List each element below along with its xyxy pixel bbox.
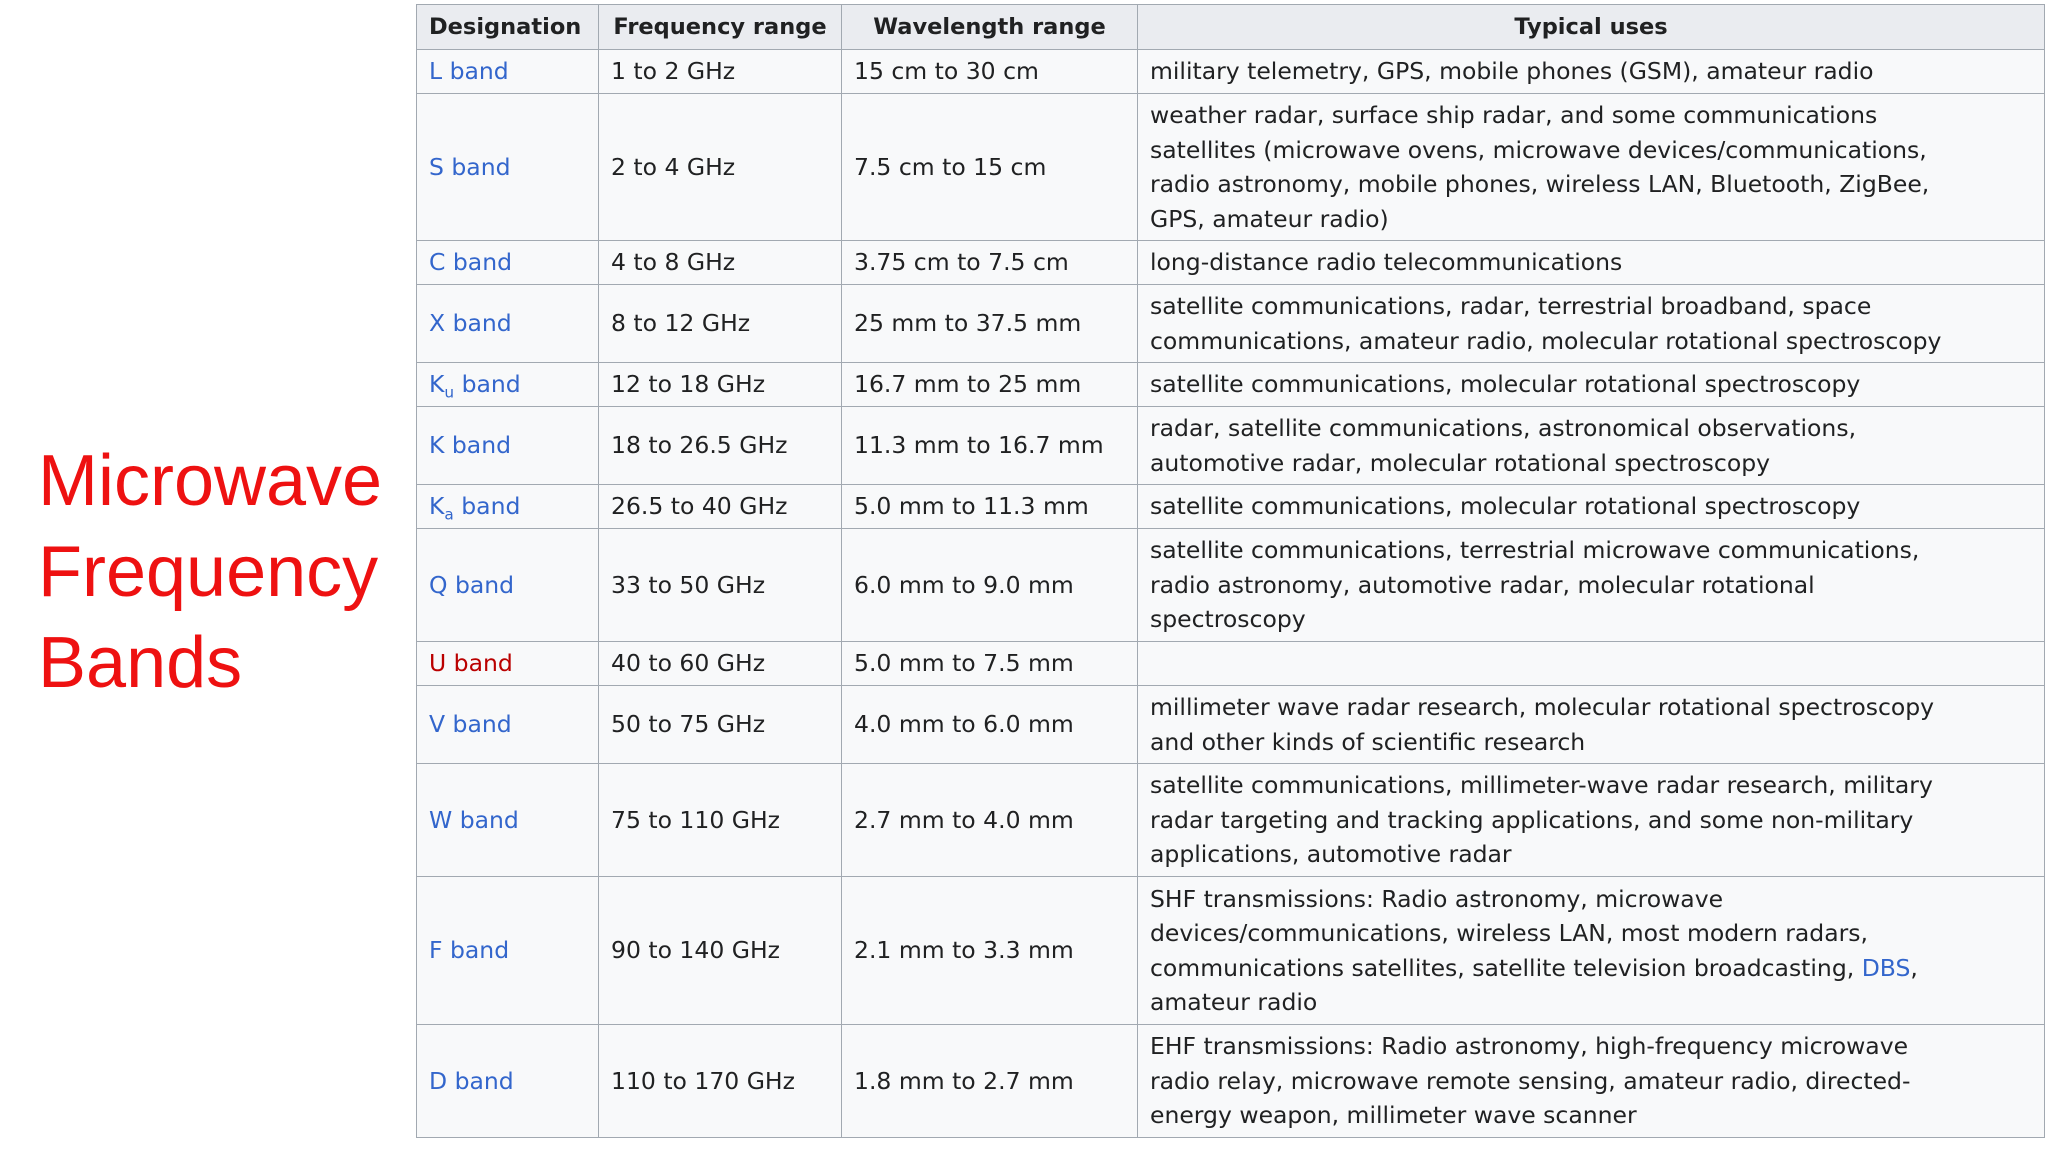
wavelength-cell: 5.0 mm to 11.3 mm <box>842 485 1138 529</box>
slide-title-line: Frequency <box>38 532 379 612</box>
column-header-typical-uses[interactable]: Typical uses <box>1138 5 2045 50</box>
band-link[interactable] <box>429 710 512 738</box>
uses-line: EHF transmissions: Radio astronomy, high-frequency microwave <box>1150 1032 1909 1061</box>
band-link[interactable] <box>429 431 511 459</box>
column-header-designation[interactable]: Designation <box>417 5 599 50</box>
band-suffix: band <box>453 492 521 521</box>
uses-line: radar, satellite communications, astronomical observations, <box>1150 414 1857 442</box>
typical-uses-cell <box>1138 686 2045 764</box>
band-subscript: u <box>444 383 455 402</box>
band-name: W band <box>429 805 519 834</box>
frequency-cell: 40 to 60 GHz <box>599 642 842 686</box>
frequency-cell: 33 to 50 GHz <box>599 529 842 642</box>
frequency-cell: 8 to 12 GHz <box>599 285 842 363</box>
table-row <box>417 686 2045 764</box>
designation-cell <box>417 642 599 686</box>
frequency-cell: 2 to 4 GHz <box>599 94 842 241</box>
band-link[interactable] <box>429 1067 514 1095</box>
band-link[interactable] <box>429 571 514 599</box>
uses-line: and other kinds of scientific research <box>1150 727 1586 756</box>
typical-uses-cell <box>1138 94 2045 241</box>
frequency-cell: 75 to 110 GHz <box>599 764 842 877</box>
uses-line: satellite communications, radar, terrestrial broadband, space <box>1150 292 1872 320</box>
band-name: S band <box>429 152 511 181</box>
designation-cell <box>417 1025 599 1138</box>
table-row <box>417 529 2045 642</box>
band-name: K <box>429 492 445 521</box>
wavelength-cell: 15 cm to 30 cm <box>842 50 1138 94</box>
band-link[interactable] <box>429 806 519 834</box>
wavelength-cell: 4.0 mm to 6.0 mm <box>842 686 1138 764</box>
designation-cell <box>417 407 599 485</box>
designation-cell <box>417 50 599 94</box>
uses-line: radio relay, microwave remote sensing, amateur radio, directed- <box>1150 1066 1911 1095</box>
frequency-cell: 90 to 140 GHz <box>599 877 842 1025</box>
designation-cell <box>417 485 599 529</box>
wavelength-cell: 11.3 mm to 16.7 mm <box>842 407 1138 485</box>
wavelength-cell: 16.7 mm to 25 mm <box>842 363 1138 407</box>
band-link[interactable] <box>429 153 511 181</box>
uses-line: satellites (microwave ovens, microwave devices/communications, <box>1150 135 1927 164</box>
table-row <box>417 407 2045 485</box>
uses-line: GPS, amateur radio) <box>1150 204 1389 233</box>
uses-punctuation: , <box>1910 953 1918 982</box>
designation-cell <box>417 94 599 241</box>
designation-cell <box>417 686 599 764</box>
typical-uses-cell <box>1138 285 2045 363</box>
designation-cell <box>417 363 599 407</box>
band-name: F band <box>429 936 510 965</box>
band-name: V band <box>429 710 512 739</box>
frequency-cell: 12 to 18 GHz <box>599 363 842 407</box>
typical-uses-cell <box>1138 363 2045 407</box>
table-row <box>417 642 2045 686</box>
band-link[interactable] <box>429 649 513 677</box>
typical-uses-cell <box>1138 529 2045 642</box>
frequency-cell: 4 to 8 GHz <box>599 241 842 285</box>
designation-cell <box>417 764 599 877</box>
designation-cell <box>417 285 599 363</box>
table-row <box>417 877 2045 1025</box>
uses-line: devices/communications, wireless LAN, most modern radars, <box>1150 919 1869 947</box>
frequency-cell: 1 to 2 GHz <box>599 50 842 94</box>
dbs-link[interactable]: DBS <box>1861 953 1911 982</box>
wavelength-cell: 2.1 mm to 3.3 mm <box>842 877 1138 1025</box>
uses-line: amateur radio <box>1150 988 1318 1016</box>
slide-title-line: Microwave <box>38 441 383 521</box>
typical-uses-cell <box>1138 642 2045 686</box>
designation-cell <box>417 877 599 1025</box>
table-row <box>417 1025 2045 1138</box>
uses-line: SHF transmissions: Radio astronomy, microwave <box>1150 884 1724 913</box>
wavelength-cell: 2.7 mm to 4.0 mm <box>842 764 1138 877</box>
uses-line: radio astronomy, mobile phones, wireless LAN, Bluetooth, ZigBee, <box>1150 170 1930 198</box>
frequency-cell: 18 to 26.5 GHz <box>599 407 842 485</box>
table-body <box>417 50 2045 1138</box>
band-name: D band <box>429 1066 514 1095</box>
band-link[interactable] <box>429 57 509 85</box>
band-name: C band <box>429 248 513 277</box>
uses-line: communications satellites, satellite television broadcasting, <box>1150 953 1862 982</box>
wavelength-cell: 5.0 mm to 7.5 mm <box>842 642 1138 686</box>
uses-line: satellite communications, millimeter-wave radar research, military <box>1150 771 1933 800</box>
uses-line: weather radar, surface ship radar, and some communications <box>1150 101 1878 129</box>
table-row <box>417 485 2045 529</box>
uses-line: satellite communications, molecular rotational spectroscopy <box>1150 492 1861 521</box>
band-suffix: band <box>454 370 521 399</box>
band-name: K <box>429 370 445 399</box>
column-header-frequency[interactable]: Frequency range <box>599 5 842 50</box>
band-link[interactable] <box>429 936 509 964</box>
typical-uses-cell <box>1138 485 2045 529</box>
typical-uses-cell <box>1138 407 2045 485</box>
wavelength-cell: 1.8 mm to 2.7 mm <box>842 1025 1138 1138</box>
typical-uses-cell <box>1138 1025 2045 1138</box>
frequency-cell: 110 to 170 GHz <box>599 1025 842 1138</box>
table-row <box>417 285 2045 363</box>
band-name: X band <box>429 309 512 338</box>
typical-uses-cell <box>1138 50 2045 94</box>
table-row <box>417 50 2045 94</box>
uses-line: radar targeting and tracking applications, and some non-military <box>1150 805 1914 834</box>
uses-line: long-distance radio telecommunications <box>1150 248 1623 277</box>
uses-line: satellite communications, molecular rotational spectroscopy <box>1150 370 1861 399</box>
wavelength-cell: 6.0 mm to 9.0 mm <box>842 529 1138 642</box>
band-link[interactable] <box>429 248 512 276</box>
wavelength-cell: 3.75 cm to 7.5 cm <box>842 241 1138 285</box>
band-name: Q band <box>429 570 515 599</box>
table-row <box>417 764 2045 877</box>
uses-line: applications, automotive radar <box>1150 840 1512 869</box>
uses-line: satellite communications, terrestrial microwave communications, <box>1150 536 1920 565</box>
table-row <box>417 363 2045 407</box>
uses-line: communications, amateur radio, molecular rotational spectroscopy <box>1150 326 1942 355</box>
band-name: U band <box>429 649 513 678</box>
wavelength-cell: 7.5 cm to 15 cm <box>842 94 1138 241</box>
table-header-row <box>417 5 2045 50</box>
table-row <box>417 94 2045 241</box>
band-link[interactable] <box>429 370 521 402</box>
designation-cell <box>417 241 599 285</box>
designation-cell <box>417 529 599 642</box>
band-name: L band <box>429 57 509 86</box>
band-name: K band <box>429 431 512 460</box>
uses-line: energy weapon, millimeter wave scanner <box>1150 1101 1637 1130</box>
band-subscript: a <box>444 505 454 524</box>
band-link[interactable] <box>429 309 512 337</box>
typical-uses-cell <box>1138 241 2045 285</box>
uses-line: military telemetry, GPS, mobile phones (GSM), amateur radio <box>1150 57 1874 86</box>
slide-title <box>38 436 398 709</box>
typical-uses-cell <box>1138 764 2045 877</box>
frequency-bands-table <box>416 4 2045 1138</box>
uses-line: radio astronomy, automotive radar, molecular rotational <box>1150 570 1815 599</box>
table-row <box>417 241 2045 285</box>
frequency-cell: 26.5 to 40 GHz <box>599 485 842 529</box>
uses-line: spectroscopy <box>1150 605 1306 634</box>
wavelength-cell: 25 mm to 37.5 mm <box>842 285 1138 363</box>
slide-title-line: Bands <box>38 623 243 703</box>
band-link[interactable] <box>429 492 521 524</box>
column-header-wavelength[interactable]: Wavelength range <box>842 5 1138 50</box>
frequency-cell: 50 to 75 GHz <box>599 686 842 764</box>
uses-line: automotive radar, molecular rotational spectroscopy <box>1150 448 1771 477</box>
typical-uses-cell <box>1138 877 2045 1025</box>
uses-line: millimeter wave radar research, molecular rotational spectroscopy <box>1150 693 1935 721</box>
